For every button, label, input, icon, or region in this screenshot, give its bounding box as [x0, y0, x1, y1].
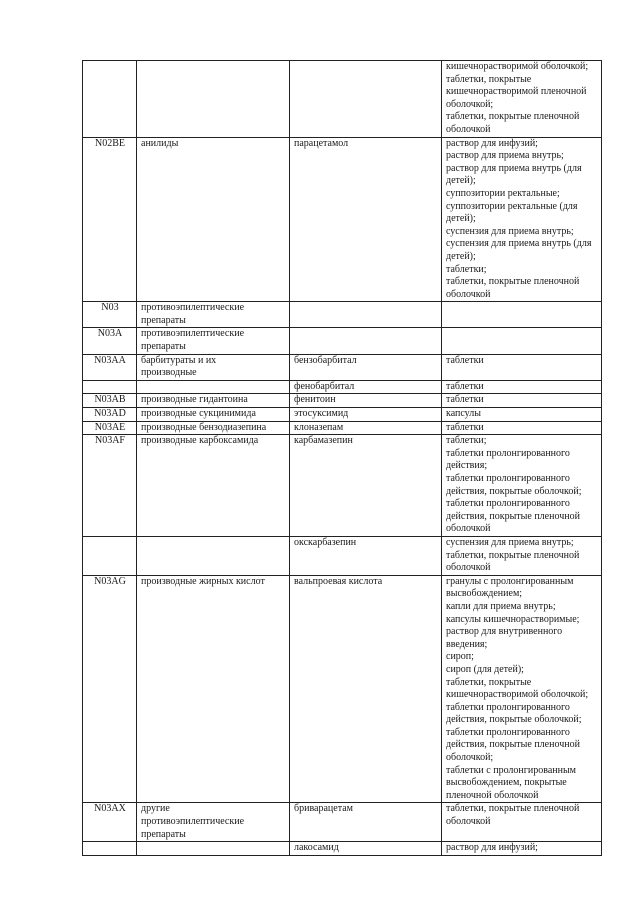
dosage-form-line: капсулы кишечнорастворимые;: [446, 613, 580, 625]
atc-code-cell: N03AA: [83, 354, 137, 380]
drug-name-cell: окскарбазепин: [290, 536, 442, 575]
dosage-form-line: таблетки пролонгированного: [446, 473, 570, 484]
table-row: [83, 536, 602, 575]
group-name-line: противоэпилептические: [141, 816, 245, 828]
dosage-form-line: суппозитории ректальные;: [446, 187, 560, 199]
dosage-form-line: таблетки, покрытые пленочной: [446, 276, 580, 288]
group-name-line: другие: [141, 803, 170, 815]
drug-name-cell: этосуксимид: [290, 408, 442, 422]
dosage-forms-cell: [442, 803, 602, 842]
dosage-form-line: таблетки пролонгированного: [446, 701, 570, 713]
table-row: [83, 380, 602, 394]
dosage-form-line: таблетки, покрытые: [446, 73, 532, 85]
group-name-line: анилиды: [141, 137, 179, 149]
dosage-forms-cell: [442, 328, 602, 354]
group-name-cell: [137, 408, 290, 422]
dosage-form-line: сироп (для детей);: [446, 663, 524, 675]
dosage-form-line: таблетки пролонгированного: [446, 726, 570, 738]
atc-code-cell: N03AX: [83, 803, 137, 842]
table-row: [83, 394, 602, 408]
dosage-form-line: таблетки пролонгированного: [446, 447, 570, 459]
atc-code-cell: N03: [83, 302, 137, 328]
group-name-line: производные карбоксамида: [141, 435, 259, 447]
dosage-form-line: раствор для инфузий;: [446, 137, 538, 149]
dosage-form-line: таблетки, покрытые пленочной: [446, 803, 580, 815]
drug-name-cell: бриварацетам: [290, 803, 442, 842]
dosage-form-line: высвобождением;: [446, 588, 523, 600]
dosage-forms-cell: [442, 394, 602, 408]
dosage-form-line: таблетки: [446, 380, 484, 392]
dosage-form-line: таблетки: [446, 421, 484, 433]
dosage-forms-cell: [442, 435, 602, 537]
dosage-form-line: таблетки: [446, 354, 484, 366]
dosage-form-line: таблетки;: [446, 435, 487, 447]
group-name-cell: [137, 354, 290, 380]
drug-classification-table: [82, 60, 602, 856]
atc-code-cell: N02BE: [83, 137, 137, 302]
dosage-form-line: суппозитории ректальные (для: [446, 200, 578, 212]
table-row: [83, 302, 602, 328]
drug-name-cell: [290, 61, 442, 138]
dosage-form-line: раствор для приема внутрь (для: [446, 162, 582, 174]
table-body: [83, 61, 602, 856]
group-name-cell: [137, 803, 290, 842]
dosage-form-line: детей);: [446, 213, 476, 225]
dosage-form-line: оболочкой;: [446, 752, 494, 764]
dosage-form-line: детей);: [446, 175, 476, 187]
dosage-form-line: таблетки;: [446, 263, 487, 275]
drug-name-cell: [290, 328, 442, 354]
dosage-form-line: высвобождением, покрытые: [446, 777, 567, 789]
group-name-line: производные жирных кислот: [141, 575, 265, 587]
drug-name-cell: [290, 302, 442, 328]
atc-code-cell: N03AE: [83, 421, 137, 435]
table-row: [83, 803, 602, 842]
dosage-form-line: детей);: [446, 250, 476, 262]
group-name-line: производные гидантоина: [141, 394, 248, 406]
group-name-line: препараты: [141, 341, 186, 353]
dosage-form-line: сироп;: [446, 651, 474, 663]
group-name-cell: [137, 435, 290, 537]
dosage-forms-cell: [442, 842, 602, 856]
atc-code-cell: [83, 61, 137, 138]
dosage-form-line: капли для приема внутрь;: [446, 600, 556, 612]
dosage-form-line: введения;: [446, 638, 488, 650]
table-row: [83, 61, 602, 138]
dosage-form-line: оболочкой: [446, 123, 491, 135]
atc-code-cell: N03A: [83, 328, 137, 354]
drug-name-cell: фенобарбитал: [290, 380, 442, 394]
drug-name-cell: фенитоин: [290, 394, 442, 408]
dosage-form-line: суспензия для приема внутрь;: [446, 536, 574, 548]
dosage-form-line: таблетки с пролонгированным: [446, 764, 577, 776]
dosage-forms-cell: [442, 61, 602, 138]
atc-code-cell: N03AF: [83, 435, 137, 537]
group-name-line: противоэпилептические: [141, 328, 245, 340]
dosage-form-line: кишечнорастворимой оболочкой;: [446, 689, 589, 701]
group-name-line: производные бензодиазепина: [141, 421, 267, 433]
group-name-cell: [137, 575, 290, 803]
group-name-cell: [137, 328, 290, 354]
dosage-form-line: оболочкой;: [446, 98, 494, 110]
dosage-form-line: капсулы: [446, 408, 481, 420]
group-name-cell: [137, 842, 290, 856]
table-row: [83, 842, 602, 856]
dosage-form-line: действия, покрытые пленочной: [446, 739, 580, 751]
dosage-forms-cell: [442, 302, 602, 328]
dosage-form-line: суспензия для приема внутрь (для: [446, 238, 592, 250]
group-name-line: производные сукцинимида: [141, 408, 256, 420]
table-row: [83, 137, 602, 302]
dosage-form-line: действия;: [446, 460, 488, 472]
dosage-forms-cell: [442, 536, 602, 575]
dosage-form-line: кишечнорастворимой пленочной: [446, 86, 587, 98]
group-name-cell: [137, 302, 290, 328]
dosage-forms-cell: [442, 137, 602, 302]
table-row: [83, 435, 602, 537]
atc-code-cell: [83, 536, 137, 575]
dosage-forms-cell: [442, 575, 602, 803]
dosage-form-line: раствор для инфузий;: [446, 842, 538, 854]
dosage-forms-cell: [442, 421, 602, 435]
group-name-cell: [137, 394, 290, 408]
drug-name-cell: карбамазепин: [290, 435, 442, 537]
group-name-line: производные: [141, 367, 197, 379]
dosage-form-line: кишечнорастворимой оболочкой;: [446, 61, 589, 72]
dosage-form-line: оболочкой: [446, 816, 491, 828]
dosage-form-line: оболочкой: [446, 562, 491, 574]
drug-name-cell: клоназепам: [290, 421, 442, 435]
table-row: [83, 354, 602, 380]
group-name-cell: [137, 536, 290, 575]
dosage-form-line: действия, покрытые пленочной: [446, 510, 580, 522]
atc-code-cell: N03AG: [83, 575, 137, 803]
dosage-form-line: суспензия для приема внутрь;: [446, 225, 574, 237]
dosage-forms-cell: [442, 380, 602, 394]
group-name-cell: [137, 380, 290, 394]
dosage-form-line: оболочкой: [446, 288, 491, 300]
dosage-form-line: таблетки пролонгированного: [446, 498, 570, 510]
group-name-line: препараты: [141, 314, 186, 326]
group-name-line: противоэпилептические: [141, 302, 245, 314]
group-name-cell: [137, 421, 290, 435]
dosage-form-line: оболочкой: [446, 523, 491, 535]
dosage-form-line: действия, покрытые оболочкой;: [446, 485, 582, 497]
atc-code-cell: N03AD: [83, 408, 137, 422]
table-row: [83, 328, 602, 354]
dosage-form-line: раствор для внутривенного: [446, 626, 563, 638]
drug-name-cell: парацетамол: [290, 137, 442, 302]
atc-code-cell: [83, 842, 137, 856]
table-row: [83, 421, 602, 435]
table-row: [83, 575, 602, 803]
atc-code-cell: [83, 380, 137, 394]
dosage-form-line: действия, покрытые оболочкой;: [446, 714, 582, 726]
table-row: [83, 408, 602, 422]
dosage-form-line: таблетки: [446, 394, 484, 406]
group-name-line: барбитураты и их: [141, 354, 217, 366]
group-name-line: препараты: [141, 828, 186, 840]
dosage-form-line: пленочной оболочкой: [446, 789, 539, 801]
group-name-cell: [137, 61, 290, 138]
drug-name-cell: вальпроевая кислота: [290, 575, 442, 803]
dosage-form-line: таблетки, покрытые пленочной: [446, 549, 580, 561]
dosage-form-line: таблетки, покрытые пленочной: [446, 111, 580, 123]
group-name-cell: [137, 137, 290, 302]
drug-name-cell: лакосамид: [290, 842, 442, 856]
dosage-forms-cell: [442, 408, 602, 422]
atc-code-cell: N03AB: [83, 394, 137, 408]
dosage-form-line: раствор для приема внутрь;: [446, 150, 564, 162]
dosage-forms-cell: [442, 354, 602, 380]
dosage-form-line: таблетки, покрытые: [446, 676, 532, 688]
drug-name-cell: бензобарбитал: [290, 354, 442, 380]
dosage-form-line: гранулы с пролонгированным: [446, 575, 574, 587]
